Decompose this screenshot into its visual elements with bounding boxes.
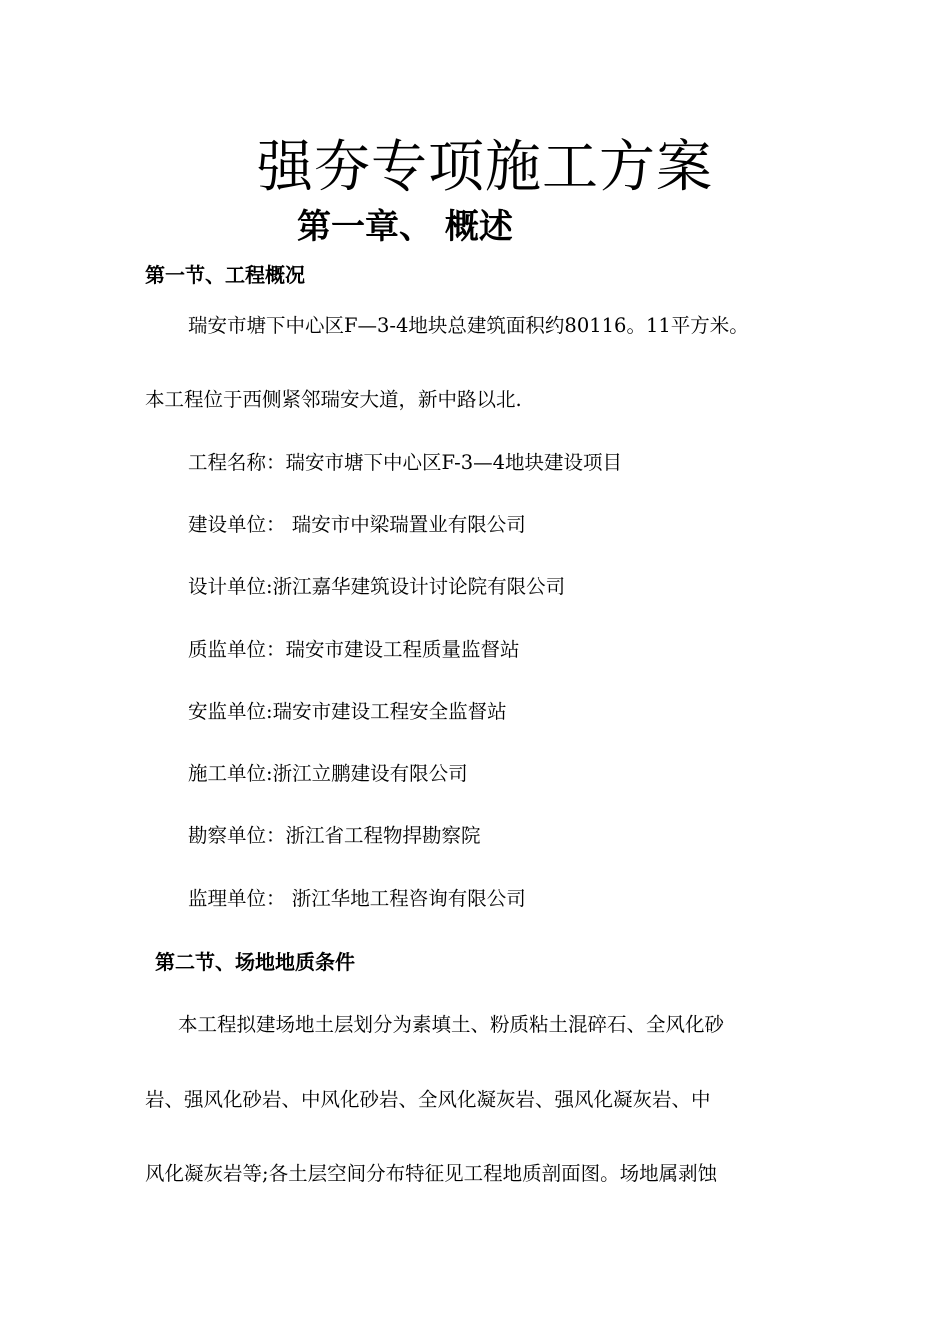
paragraph-line: 岩、强风化砂岩、中风化砂岩、全风化凝灰岩、强风化凝灰岩、中: [145, 1088, 711, 1111]
paragraph-line: 瑞安市塘下中心区F—3-4地块总建筑面积约80116。11平方米。: [188, 314, 749, 337]
info-line-designer: 设计单位:浙江嘉华建筑设计讨论院有限公司: [188, 575, 566, 598]
info-line-survey: 勘察单位：浙江省工程物捍勘察院: [188, 824, 481, 847]
info-line-safety-supervision: 安监单位:瑞安市建设工程安全监督站: [188, 700, 507, 723]
section-heading: 第二节、场地地质条件: [155, 950, 355, 974]
paragraph-line: 本工程拟建场地土层划分为素填土、粉质粘土混碎石、全风化砂: [178, 1013, 725, 1036]
paragraph-line: 风化凝灰岩等;各土层空间分布特征见工程地质剖面图。场地属剥蚀: [145, 1162, 718, 1185]
info-line-contractor: 施工单位:浙江立鹏建设有限公司: [188, 762, 468, 785]
chapter-heading: 第一章、 概述: [297, 207, 513, 247]
section-heading: 第一节、工程概况: [145, 263, 305, 287]
document-title: 强夯专项施工方案: [257, 135, 713, 200]
info-line-quality-supervision: 质监单位：瑞安市建设工程质量监督站: [188, 638, 520, 661]
info-line-project-name: 工程名称：瑞安市塘下中心区F-3—4地块建设项目: [188, 451, 623, 474]
paragraph-line: 本工程位于西侧紧邻瑞安大道，新中路以北.: [145, 388, 522, 411]
info-line-owner: 建设单位： 瑞安市中梁瑞置业有限公司: [188, 513, 526, 536]
info-line-supervisor: 监理单位： 浙江华地工程咨询有限公司: [188, 887, 526, 910]
